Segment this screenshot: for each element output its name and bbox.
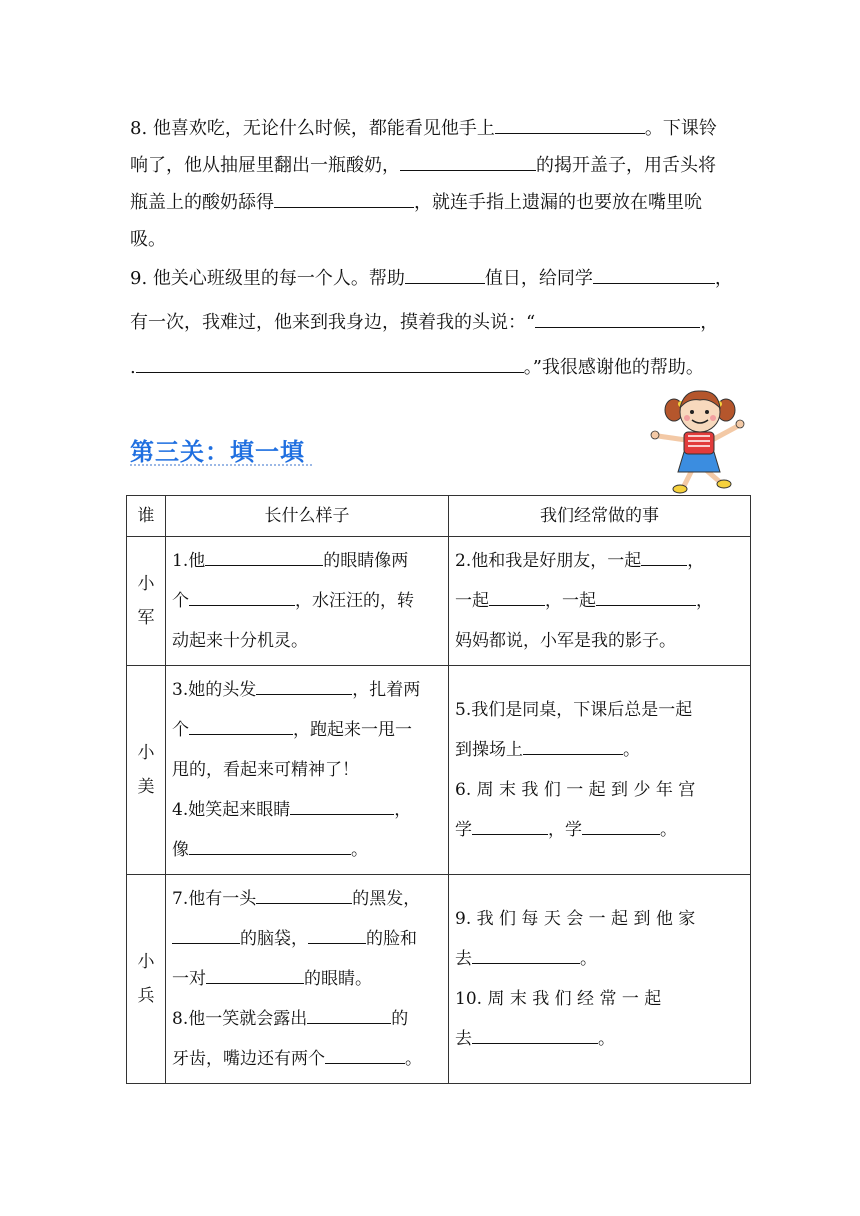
answer-blank[interactable] bbox=[308, 923, 366, 944]
answer-blank[interactable] bbox=[593, 263, 715, 284]
activities-cell: 5.我们是同桌，下课后总是一起 到操场上 。 6. 周 末 我 们 一 起 到 少 年 宫 学 ，学 。 bbox=[449, 666, 751, 875]
q8-text: 吸。 bbox=[130, 229, 166, 250]
answer-blank[interactable] bbox=[256, 883, 352, 904]
q8-text: 响了，他从抽屉里翻出一瓶酸奶， bbox=[130, 155, 400, 176]
q8-text: 8. 他喜欢吃，无论什么时候，都能看见他手上 bbox=[130, 118, 495, 139]
activities-cell: 9. 我 们 每 天 会 一 起 到 他 家 去 。 10. 周 末 我 们 经 常 一 起 去 。 bbox=[449, 875, 751, 1084]
q9-text: 。”我很感谢他的帮助。 bbox=[523, 357, 704, 378]
header-who: 谁 bbox=[127, 496, 166, 537]
answer-blank[interactable] bbox=[274, 187, 414, 208]
answer-blank[interactable] bbox=[256, 674, 352, 695]
answer-blank[interactable] bbox=[489, 585, 545, 606]
q9-text: . bbox=[130, 357, 136, 378]
answer-blank[interactable] bbox=[472, 943, 580, 964]
appearance-cell: 7.他有一头 的黑发， 的脑袋， 的脸和 一对 的眼睛。 8.他一笑就会露出 的 牙齿，嘴边还有两个 。 bbox=[166, 875, 449, 1084]
answer-blank[interactable] bbox=[472, 1023, 598, 1044]
answer-blank[interactable] bbox=[495, 113, 645, 134]
fill-in-table bbox=[126, 495, 751, 1084]
table-header-row bbox=[127, 496, 751, 537]
answer-blank[interactable] bbox=[172, 923, 240, 944]
q8-text: 。下课铃 bbox=[644, 118, 717, 139]
activities-cell: 2.他和我是好朋友，一起 ， 一起 ，一起 ， 妈妈都说，小军是我的影子。 bbox=[449, 537, 751, 666]
girl-illustration-icon bbox=[640, 388, 770, 500]
answer-blank[interactable] bbox=[582, 814, 660, 835]
answer-blank[interactable] bbox=[523, 734, 623, 755]
answer-blank[interactable] bbox=[641, 545, 687, 566]
table-row bbox=[127, 666, 751, 875]
question-9 bbox=[130, 258, 770, 390]
title-underline bbox=[130, 464, 312, 466]
row-name-xiaojun: 小军 bbox=[127, 537, 166, 666]
answer-blank[interactable] bbox=[535, 307, 700, 328]
q8-text: 瓶盖上的酸奶舔得 bbox=[130, 192, 274, 213]
q9-text: 值日，给同学 bbox=[484, 268, 593, 289]
answer-blank[interactable] bbox=[405, 263, 485, 284]
q9-text: ， bbox=[700, 312, 719, 333]
answer-blank[interactable] bbox=[189, 714, 293, 735]
answer-blank[interactable] bbox=[189, 834, 351, 855]
row-name-xiaobing: 小兵 bbox=[127, 875, 166, 1084]
answer-blank[interactable] bbox=[206, 963, 304, 984]
answer-blank[interactable] bbox=[596, 585, 696, 606]
question-8 bbox=[130, 110, 770, 258]
header-appearance: 长什么样子 bbox=[166, 496, 449, 537]
answer-blank[interactable] bbox=[205, 545, 323, 566]
answer-blank[interactable] bbox=[189, 585, 295, 606]
table-row bbox=[127, 537, 751, 666]
q8-text: 的揭开盖子，用舌头将 bbox=[536, 155, 716, 176]
answer-blank[interactable] bbox=[325, 1043, 405, 1064]
q9-text: ， bbox=[714, 268, 733, 289]
section-title: 第三关：填一填 bbox=[130, 438, 305, 466]
answer-blank[interactable] bbox=[290, 794, 394, 815]
answer-blank[interactable] bbox=[136, 352, 524, 373]
answer-blank[interactable] bbox=[400, 150, 536, 171]
answer-blank[interactable] bbox=[472, 814, 548, 835]
q9-text: 9. 他关心班级里的每一个人。帮助 bbox=[130, 268, 405, 289]
table-row bbox=[127, 875, 751, 1084]
row-name-xiaomei: 小美 bbox=[127, 666, 166, 875]
header-activities: 我们经常做的事 bbox=[449, 496, 751, 537]
answer-blank[interactable] bbox=[307, 1003, 391, 1024]
q8-text: ，就连手指上遗漏的也要放在嘴里吮 bbox=[414, 192, 702, 213]
appearance-cell: 1.他 的眼睛像两 个 ，水汪汪的，转 动起来十分机灵。 bbox=[166, 537, 449, 666]
q9-text: 有一次，我难过，他来到我身边，摸着我的头说：“ bbox=[130, 312, 536, 333]
appearance-cell: 3.她的头发 ，扎着两 个 ，跑起来一甩一 甩的，看起来可精神了！ 4.她笑起来眼睛 ， 像 。 bbox=[166, 666, 449, 875]
